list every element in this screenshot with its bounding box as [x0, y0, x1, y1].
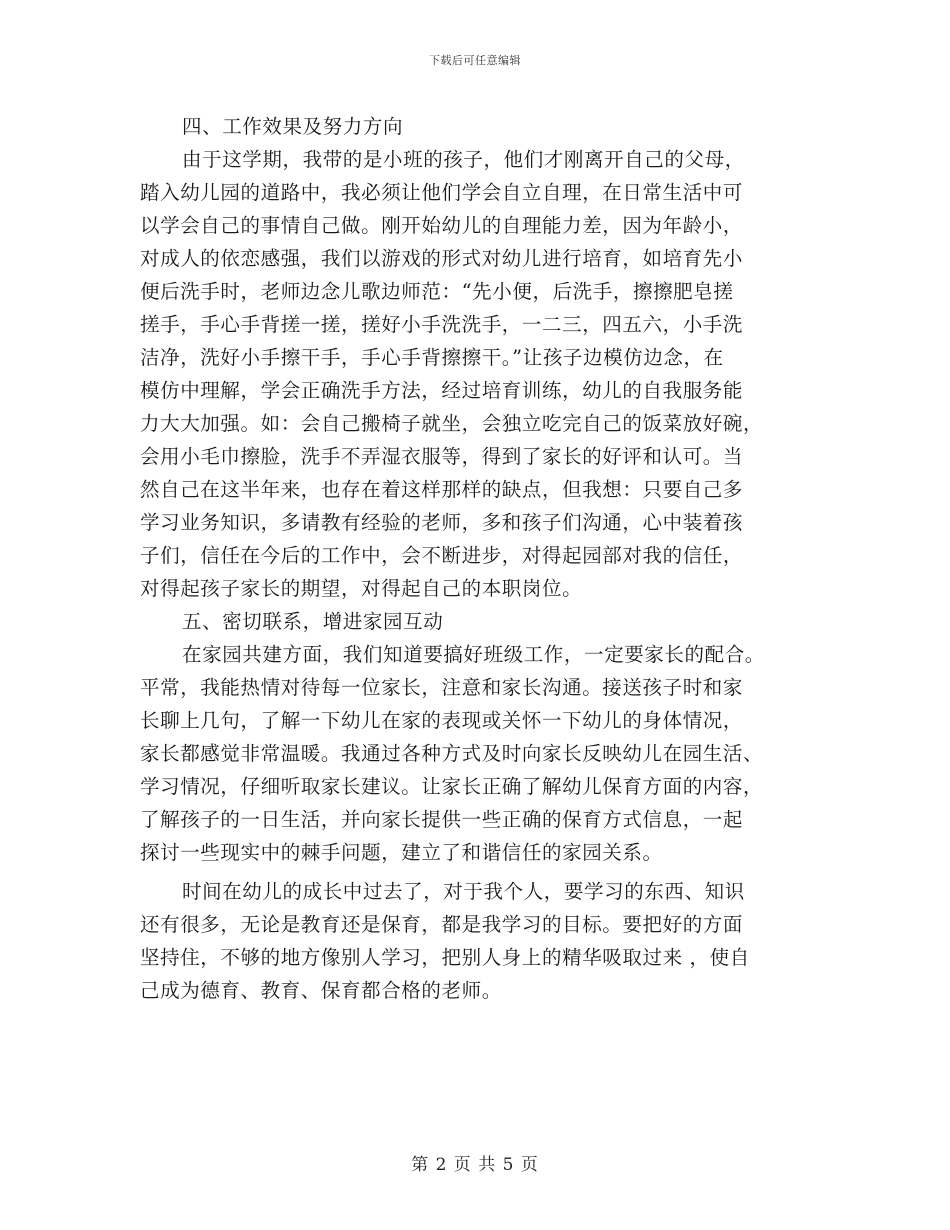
text-line: 对成人的依恋感强，我们以游戏的形式对幼儿进行培育，如培育先小 — [140, 247, 744, 270]
text-line: 五、密切联系，增进家园互动 — [182, 610, 444, 633]
text-line: 在家园共建方面，我们知道要搞好班级工作，一定要家长的配合。 — [182, 643, 765, 666]
text-line: 以学会自己的事情自己做。刚开始幼儿的自理能力差，因为年龄小， — [140, 214, 744, 237]
text-line: 子们，信任在今后的工作中，会不断进步，对得起园部对我的信任， — [140, 544, 744, 567]
text-line: 时间在幼儿的成长中过去了，对于我个人，要学习的东西、知识 — [182, 880, 745, 903]
text-line: 搓手，手心手背搓一搓，搓好小手洗洗手，一二三，四五六，小手洗 — [140, 313, 744, 336]
text-line: 学习情况，仔细听取家长建议。让家长正确了解幼儿保育方面的内容， — [140, 775, 764, 798]
text-line: 平常，我能热情对待每一位家长，注意和家长沟通。接送孩子时和家 — [140, 676, 744, 699]
text-line: 踏入幼儿园的道路中，我必须让他们学会自立自理，在日常生活中可 — [140, 181, 744, 204]
text-line: 探讨一些现实中的棘手问题，建立了和谐信任的家园关系。 — [140, 841, 663, 864]
page-footer: 第 2 页 共 5 页 — [411, 1155, 539, 1175]
text-line: 由于这学期，我带的是小班的孩子，他们才刚离开自己的父母， — [182, 148, 745, 171]
text-line: 还有很多，无论是教育还是保育，都是我学习的目标。要把好的方面 — [140, 913, 744, 936]
text-line: 洁净，洗好小手擦干手，手心手背擦擦干。”让孩子边模仿边念，在 — [140, 346, 724, 369]
text-line: 坚持住，不够的地方像别人学习，把别人身上的精华吸取过来 ，使自 — [140, 946, 750, 969]
text-line: 会用小毛巾擦脸，洗手不弄湿衣服等，得到了家长的好评和认可。当 — [140, 445, 744, 468]
text-line: 己成为德育、教育、保育都合格的老师。 — [140, 979, 502, 1002]
text-line: 力大大加强。如：会自己搬椅子就坐，会独立吃完自己的饭菜放好碗， — [140, 412, 764, 435]
text-line: 对得起孩子家长的期望，对得起自己的本职岗位。 — [140, 577, 583, 600]
header-note: 下载后可任意编辑 — [429, 54, 521, 67]
text-line: 然自己在这半年来，也存在着这样那样的缺点，但我想：只要自己多 — [140, 478, 744, 501]
text-line: 长聊上几句，了解一下幼儿在家的表现或关怀一下幼儿的身体情况， — [140, 709, 744, 732]
text-line: 了解孩子的一日生活，并向家长提供一些正确的保育方式信息，一起 — [140, 808, 744, 831]
text-line: 家长都感觉非常温暖。我通过各种方式及时向家长反映幼儿在园生活、 — [140, 742, 764, 765]
text-line: 四、工作效果及努力方向 — [182, 115, 404, 138]
document-body — [140, 110, 820, 1007]
text-line: 便后洗手时，老师边念儿歌边师范：“先小便，后洗手，擦擦肥皂搓 — [140, 280, 734, 303]
text-line: 学习业务知识，多请教有经验的老师，多和孩子们沟通，心中装着孩 — [140, 511, 744, 534]
text-line: 模仿中理解，学会正确洗手方法，经过培育训练，幼儿的自我服务能 — [140, 379, 744, 402]
